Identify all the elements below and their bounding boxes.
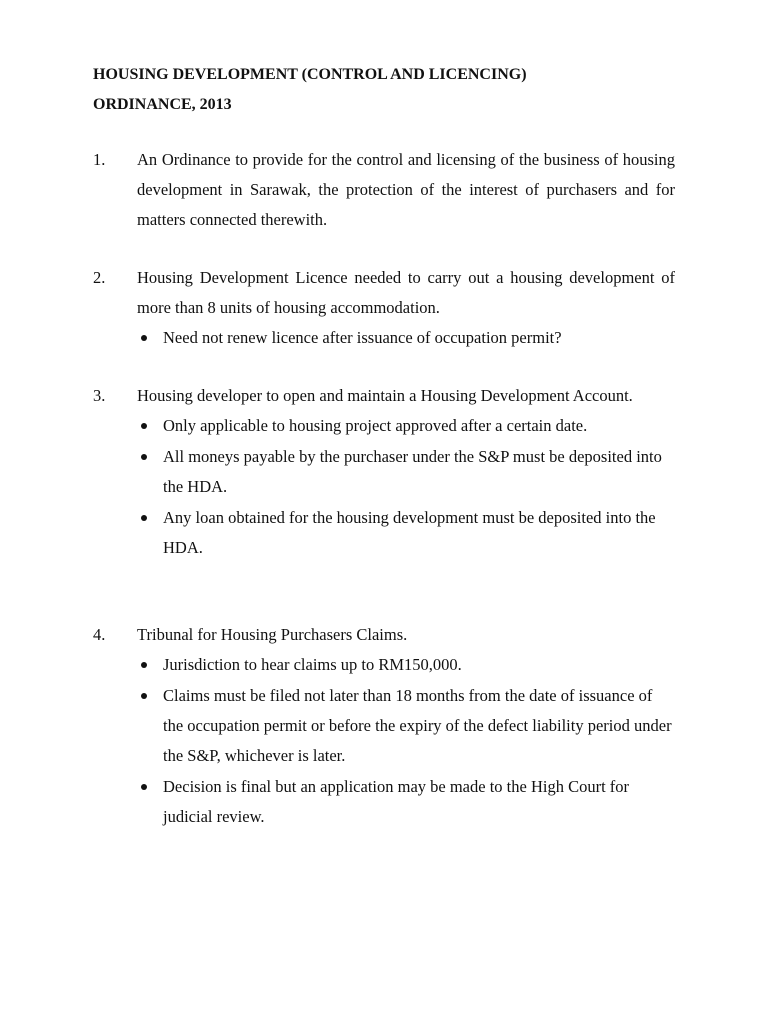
bullet-icon bbox=[141, 693, 147, 699]
bullet-text: Claims must be filed not later than 18 months from the date of issuance of the occupation permit or before the expiry of the defect liability period under the S&P, whichever is later. bbox=[163, 686, 672, 765]
bullet-item bbox=[137, 772, 675, 832]
title-line-2: ORDINANCE, 2013 bbox=[93, 96, 232, 113]
section-item-1 bbox=[93, 145, 675, 235]
item-text: Housing developer to open and maintain a Housing Development Account. bbox=[137, 386, 633, 405]
bullet-icon bbox=[141, 454, 147, 460]
bullet-icon bbox=[141, 515, 147, 521]
item-text: Tribunal for Housing Purchasers Claims. bbox=[137, 625, 408, 644]
item-text: An Ordinance to provide for the control and licensing of the business of housing development in Sarawak, the protection of the interest of purchasers and for matters connected therewith. bbox=[137, 150, 675, 229]
item-number: 4. bbox=[93, 625, 106, 644]
bullet-list bbox=[137, 323, 675, 353]
bullet-item bbox=[137, 503, 675, 563]
bullet-icon bbox=[141, 784, 147, 790]
bullet-text: Decision is final but an application may be made to the High Court for judicial review. bbox=[163, 777, 630, 826]
bullet-text: Jurisdiction to hear claims up to RM150,000. bbox=[163, 655, 462, 674]
section-item-2 bbox=[93, 263, 675, 354]
document-title bbox=[93, 60, 693, 120]
bullet-text: All moneys payable by the purchaser under the S&P must be deposited into the HDA. bbox=[163, 447, 662, 496]
bullet-icon bbox=[141, 335, 147, 341]
bullet-list bbox=[137, 411, 675, 563]
bullet-text: Need not renew licence after issuance of occupation permit? bbox=[163, 328, 562, 347]
title-line-1: HOUSING DEVELOPMENT (CONTROL AND LICENCING) bbox=[93, 66, 527, 83]
bullet-item bbox=[137, 681, 675, 771]
bullet-item bbox=[137, 411, 675, 441]
item-number: 1. bbox=[93, 150, 106, 169]
section-item-4 bbox=[93, 620, 675, 833]
bullet-list bbox=[137, 650, 675, 832]
section-item-3 bbox=[93, 381, 675, 564]
bullet-item bbox=[137, 442, 675, 502]
bullet-text: Any loan obtained for the housing development must be deposited into the HDA. bbox=[163, 508, 656, 557]
bullet-icon bbox=[141, 662, 147, 668]
bullet-item bbox=[137, 323, 675, 353]
item-text: Housing Development Licence needed to carry out a housing development of more than 8 units of housing accommodation. bbox=[137, 268, 675, 317]
bullet-text: Only applicable to housing project approved after a certain date. bbox=[163, 416, 588, 435]
bullet-icon bbox=[141, 423, 147, 429]
bullet-item bbox=[137, 650, 675, 680]
item-number: 2. bbox=[93, 268, 106, 287]
item-number: 3. bbox=[93, 386, 106, 405]
